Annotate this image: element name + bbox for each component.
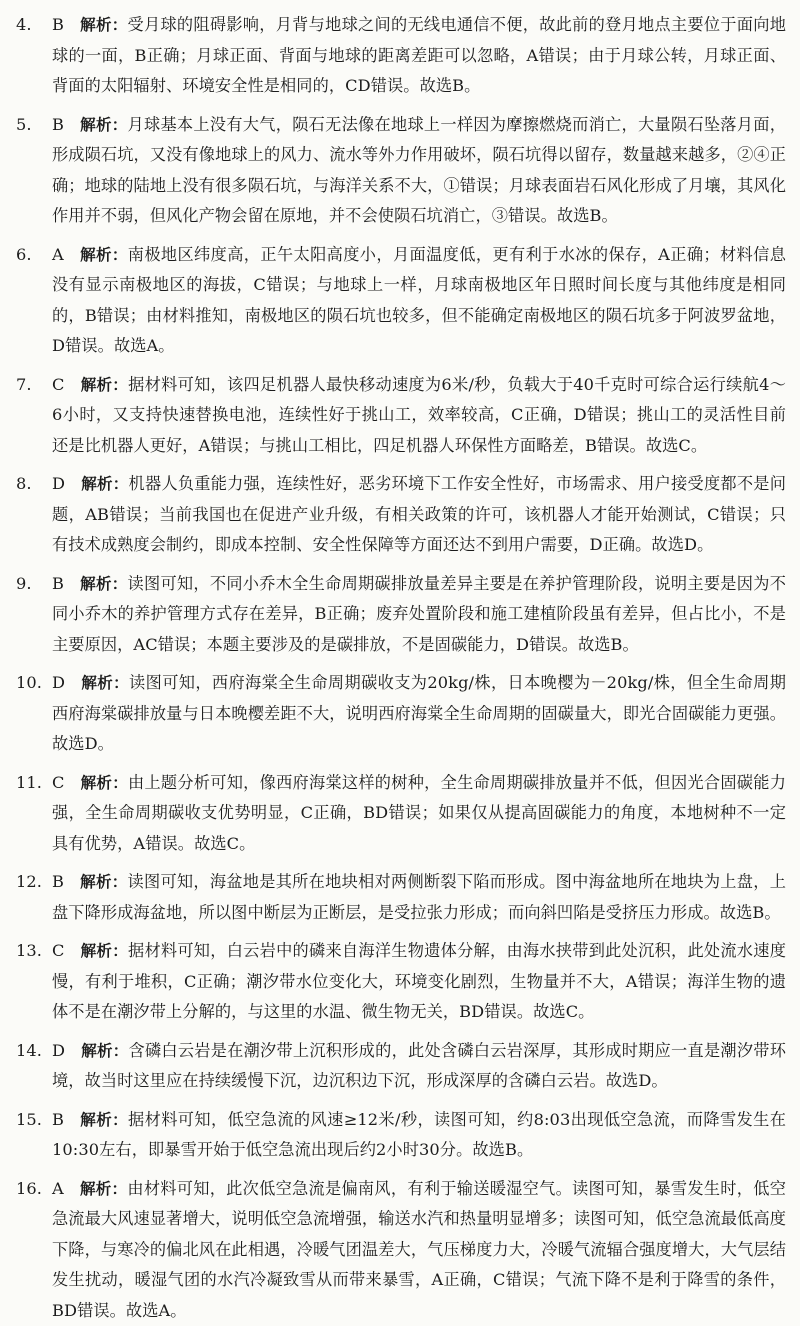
analysis-text: 含磷白云岩是在潮汐带上沉积形成的，此处含磷白云岩深厚，其形成时期应一直是潮汐带环境，故当时这里应在持续缓慢下沉，边沉积边下沉，形成深厚的含磷白云岩。故选D。 <box>52 1041 786 1091</box>
question-number: 11. <box>16 768 42 799</box>
analysis-label: 解析： <box>80 246 128 264</box>
answer-choice: A <box>52 1179 64 1198</box>
analysis-label: 解析： <box>80 575 128 593</box>
answer-item-6 <box>16 240 786 362</box>
question-number: 9. <box>16 569 32 600</box>
analysis-label: 解析： <box>80 16 128 34</box>
answer-choice: B <box>52 574 64 593</box>
analysis-text: 机器人负重能力强，连续性好，恶劣环境下工作安全性好，市场需求、用户接受度都不是问题，AB错误；当前我国也在促进产业升级，有相关政策的许可，该机器人才能开始测试，C错误；只有技术成熟度会制约，即成本控制、安全性保障等方面还达不到用户需要，D正确。故选D。 <box>52 474 786 554</box>
analysis-label: 解析： <box>81 376 129 394</box>
analysis-text: 据材料可知，该四足机器人最快移动速度为6米/秒，负载大于40千克时可综合运行续航4～6小时，又支持快速替换电池，连续性好于挑山工，效率较高，C正确，D错误；挑山工的灵活性目前还是比机器人更好，A错误；与挑山工相比，四足机器人环保性方面略差，B错误。故选C。 <box>52 375 786 455</box>
question-number: 13. <box>16 936 42 967</box>
analysis-label: 解析： <box>80 1180 128 1198</box>
analysis-label: 解析： <box>80 1111 128 1129</box>
analysis-text: 受月球的阻碍影响，月背与地球之间的无线电通信不便，故此前的登月地点主要位于面向地球的一面，B正确；月球正面、背面与地球的距离差距可以忽略，A错误；由于月球公转，月球正面、背面的太阳辐射、环境安全性是相同的，CD错误。故选B。 <box>52 15 786 95</box>
answer-item-8 <box>16 469 786 561</box>
question-number: 14. <box>16 1036 42 1067</box>
analysis-text: 由材料可知，此次低空急流是偏南风，有利于输送暖湿空气。读图可知，暴雪发生时，低空急流最大风速显著增大，说明低空急流增强，输送水汽和热量明显增多；读图可知，低空急流最低高度下降，与寒冷的偏北风在此相遇，冷暖气团温差大，气压梯度力大，冷暖气流辐合强度增大，大气层结发生扰动，暖湿气团的水汽冷凝致雪从而带来暴雪，A正确，C错误；气流下降不是利于降雪的条件，BD错误。故选A。 <box>52 1179 786 1320</box>
answer-item-4 <box>16 10 786 102</box>
answer-choice: D <box>52 1041 65 1060</box>
question-number: 16. <box>16 1174 42 1205</box>
answer-choice: B <box>52 872 64 891</box>
answer-item-14 <box>16 1036 786 1097</box>
question-number: 4. <box>16 10 32 41</box>
analysis-text: 读图可知，不同小乔木全生命周期碳排放量差异主要是在养护管理阶段，说明主要是因为不同小乔木的养护管理方式存在差异，B正确；废弃处置阶段和施工建植阶段虽有差异，但占比小，不是主要原因，AC错误；本题主要涉及的是碳排放，不是固碳能力，D错误。故选B。 <box>52 574 786 654</box>
analysis-text: 月球基本上没有大气，陨石无法像在地球上一样因为摩擦燃烧而消亡，大量陨石坠落月面，形成陨石坑，又没有像地球上的风力、流水等外力作用破坏，陨石坑得以留存，数量越来越多，②④正确；地球的陆地上没有很多陨石坑，与海洋关系不大，①错误；月球表面岩石风化形成了月壤，其风化作用并不弱，但风化产物会留在原地，并不会使陨石坑消亡，③错误。故选B。 <box>52 115 786 226</box>
answer-choice: C <box>52 375 65 394</box>
answer-choice: C <box>52 773 65 792</box>
answer-choice: B <box>52 1110 64 1129</box>
question-number: 10. <box>16 668 42 699</box>
answer-choice: A <box>52 245 64 264</box>
answer-choice: C <box>52 941 65 960</box>
question-number: 8. <box>16 469 32 500</box>
analysis-label: 解析： <box>81 674 129 692</box>
analysis-label: 解析： <box>81 1042 128 1060</box>
question-number: 6. <box>16 240 32 271</box>
question-number: 5. <box>16 110 32 141</box>
answer-item-15 <box>16 1105 786 1166</box>
analysis-text: 由上题分析可知，像西府海棠这样的树种，全生命周期碳排放量并不低，但因光合固碳能力强，全生命周期碳收支优势明显，C正确，BD错误；如果仅从提高固碳能力的角度，本地树种不一定具有优势，A错误。故选C。 <box>52 773 786 853</box>
question-number: 7. <box>16 370 32 401</box>
answer-item-16 <box>16 1174 786 1326</box>
answer-choice: D <box>52 474 65 493</box>
answer-item-11 <box>16 768 786 860</box>
analysis-label: 解析： <box>81 774 128 792</box>
answer-choice: B <box>52 15 64 34</box>
answer-item-12 <box>16 867 786 928</box>
analysis-text: 读图可知，西府海棠全生命周期碳收支为20kg/株，日本晚樱为－20kg/株，但全生命周期西府海棠碳排放量与日本晚樱差距不大，说明西府海棠全生命周期的固碳量大，即光合固碳能力更强。故选D。 <box>52 673 786 753</box>
question-number: 12. <box>16 867 42 898</box>
answer-item-13 <box>16 936 786 1028</box>
analysis-label: 解析： <box>80 873 128 891</box>
answer-item-9 <box>16 569 786 661</box>
answer-item-10 <box>16 668 786 760</box>
answer-item-7 <box>16 370 786 462</box>
question-number: 15. <box>16 1105 42 1136</box>
analysis-label: 解析： <box>81 475 128 493</box>
answer-choice: D <box>52 673 65 692</box>
analysis-text: 南极地区纬度高，正午太阳高度小，月面温度低，更有利于水冰的保存，A正确；材料信息没有显示南极地区的海拔，C错误；与地球上一样，月球南极地区年日照时间长度与其他纬度是相同的，B错误；由材料推知，南极地区的陨石坑也较多，但不能确定南极地区的陨石坑多于阿波罗盆地，D错误。故选A。 <box>52 245 786 356</box>
analysis-text: 据材料可知，低空急流的风速≥12米/秒，读图可知，约8:03出现低空急流，而降雪发生在10:30左右，即暴雪开始于低空急流出现后约2小时30分。故选B。 <box>52 1110 786 1160</box>
answer-item-5 <box>16 110 786 232</box>
answer-choice: B <box>52 115 64 134</box>
analysis-label: 解析： <box>81 942 128 960</box>
analysis-text: 读图可知，海盆地是其所在地块相对两侧断裂下陷而形成。图中海盆地所在地块为上盘，上盘下降形成海盆地，所以图中断层为正断层，是受拉张力形成；而向斜凹陷是受挤压力形成。故选B。 <box>52 872 786 922</box>
analysis-label: 解析： <box>80 116 128 134</box>
analysis-text: 据材料可知，白云岩中的磷来自海洋生物遗体分解，由海水挟带到此处沉积，此处流水速度慢，有利于堆积，C正确；潮汐带水位变化大，环境变化剧烈，生物量并不大，A错误；海洋生物的遗体不是在潮汐带上分解的，与这里的水温、微生物无关，BD错误。故选C。 <box>52 941 786 1021</box>
